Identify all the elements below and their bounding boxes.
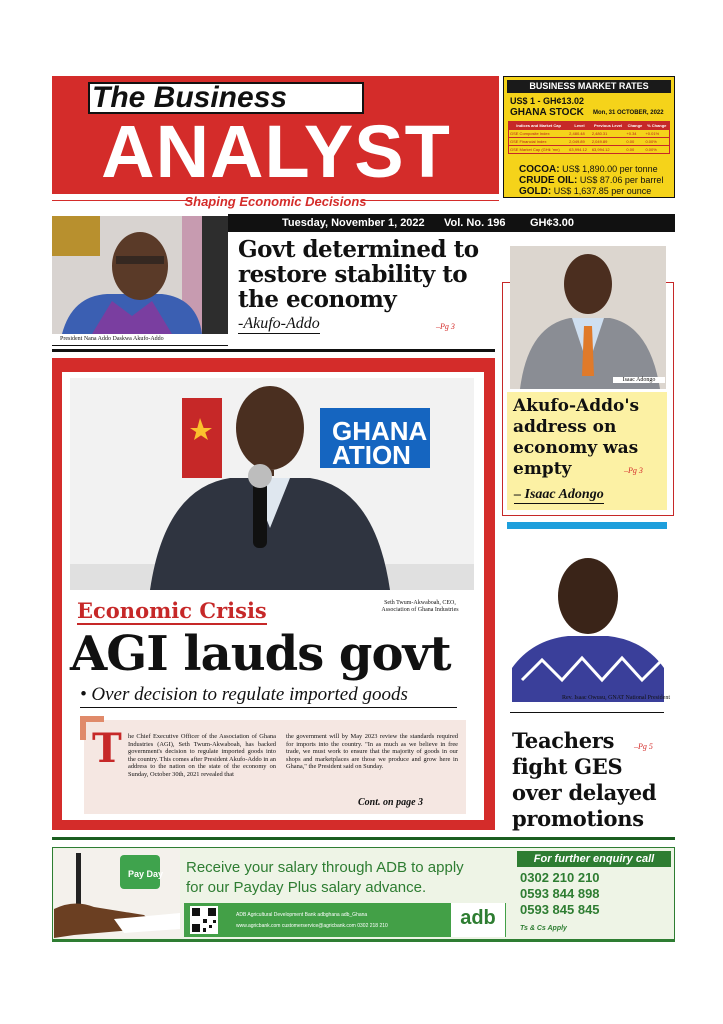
adongo-photo (510, 246, 666, 389)
table-cell: 2,049.89 (591, 138, 626, 146)
adongo-page-ref: –Pg 3 (624, 466, 643, 475)
banner-text-2: ATION (332, 440, 411, 470)
drop-cap: T (92, 725, 122, 772)
table-cell: GSE Financial Index (509, 138, 569, 146)
gold-price (519, 186, 651, 197)
cocoa-label: COCOA: (519, 164, 560, 175)
story-column-1: he Chief Executive Officer of the Association of Ghana Industries (AGI), Seth Twum-Akwaboah, has backed government's decision to regulate imported goods into the country. This comes after President Akufo-Addo in an address to the nation on the state of the economy on Sunday, October 30th, 2021 revealed that (128, 733, 276, 778)
ad-text-line-1: Receive your salary through ADB to apply (186, 859, 464, 876)
issue-date-bar (228, 214, 675, 232)
banner-text: GHANA (332, 416, 428, 446)
table-cell: 0.00% (644, 146, 669, 154)
table-row (509, 138, 670, 146)
table-cell: 2,480.31 (591, 130, 626, 138)
caption-rule (52, 345, 228, 346)
table-header-cell: Change (625, 122, 644, 130)
table-cell: 0.00 (625, 138, 644, 146)
market-rates-header: BUSINESS MARKET RATES (507, 80, 671, 93)
president-caption: President Nana Addo Daskwa Akufo-Addo (60, 336, 164, 342)
enquiry-label: For further enquiry call (517, 851, 671, 867)
blue-divider (507, 522, 667, 529)
top-byline: -Akufo-Addo (238, 315, 320, 332)
top-headline[interactable]: Govt determined to restore stability to the economy (238, 236, 479, 313)
adongo-headline[interactable]: Akufo-Addo's address on economy was empty (513, 396, 640, 479)
story-column-2: the government will by May 2023 review the standards required for imports into the country. "In as much as we believe in free trade, we must work to ensure that the majority of goods in our shops and marketplaces are those we produce and grow here in Ghana," the President said on Sunday. (286, 733, 458, 771)
table-header-cell: Previous Level (591, 122, 626, 130)
issue-date: Tuesday, November 1, 2022 (282, 217, 425, 229)
table-cell: GSE Market Cap (GH¢ 'mn) (509, 146, 569, 154)
crude-label: CRUDE OIL: (519, 175, 578, 186)
payday-badge: Pay Day (128, 869, 164, 879)
seth-photo (70, 378, 474, 590)
cocoa-price (519, 164, 658, 175)
story-kicker: Economic Crisis (77, 598, 267, 623)
ad-top-rule (52, 837, 675, 840)
owusu-rule (510, 712, 664, 713)
table-cell: 63,994.12 (568, 146, 591, 154)
table-cell: 63,994.12 (591, 146, 626, 154)
phone-number[interactable]: 0593 845 845 (520, 902, 600, 917)
terms-conditions: Ts & Cs Apply (520, 925, 567, 932)
table-cell: GSE Composite Index (509, 130, 569, 138)
gse-date: Mon, 31 OCTOBER, 2022 (593, 110, 664, 116)
newspaper-title-top: The Business (92, 81, 288, 114)
table-header-cell: Level (568, 122, 591, 130)
top-page-ref: –Pg 3 (436, 322, 455, 331)
gse-label: GHANA STOCK (510, 107, 584, 118)
table-cell: +0.01% (644, 130, 669, 138)
tagline: Shaping Economic Decisions (184, 194, 367, 209)
main-subhead: • Over decision to regulate imported goods (80, 684, 408, 705)
ad-bottom-rule (52, 940, 675, 942)
teachers-page-ref: –Pg 5 (634, 742, 653, 751)
issue-price: GH¢3.00 (530, 217, 575, 229)
ad-hand-image (54, 849, 180, 938)
table-header-cell: % Change (644, 122, 669, 130)
gold-label: GOLD: (519, 186, 552, 197)
owusu-photo (512, 540, 664, 702)
table-cell: 0.00 (625, 146, 644, 154)
president-photo (52, 216, 228, 334)
table-cell: 2,480.48 (568, 130, 591, 138)
table-cell: 0.00% (644, 138, 669, 146)
stock-table (508, 121, 670, 154)
section-divider (52, 349, 495, 352)
ad-contact-links[interactable]: www.agricbank.com customerservice@agricbank.com 0302 218 210 (236, 923, 388, 929)
cocoa-value: US$ 1,890.00 per tonne (562, 164, 658, 174)
continued-link[interactable]: Cont. on page 3 (358, 797, 424, 808)
newspaper-title-main: ANALYST (101, 110, 451, 193)
phone-number[interactable]: 0593 844 898 (520, 886, 600, 901)
ad-text-line-2: for our Payday Plus salary advance. (186, 879, 427, 896)
qr-code-icon[interactable] (190, 906, 218, 934)
table-cell: +0.34 (625, 130, 644, 138)
table-header-cell: Indices and Market Cap (509, 122, 569, 130)
adb-logo: adb (451, 903, 505, 937)
seth-caption: Seth Twum-Akwaboah, CEO, Association of Ghana Industries (381, 600, 459, 613)
crude-price (519, 175, 663, 186)
usd-rate: US$ 1 - GH¢13.02 (510, 96, 585, 106)
issue-volume: Vol. No. 196 (444, 217, 506, 229)
adongo-byline: – Isaac Adongo (514, 487, 604, 502)
teachers-headline[interactable]: Teachers fight GES over delayed promotions (512, 728, 657, 831)
ad-social-links[interactable]: ADB Agricultural Development Bank adbghana adb_Ghana (236, 912, 368, 918)
table-row (509, 146, 670, 154)
owusu-caption: Rev. Isaac Owusu, GNAT National President (562, 695, 670, 701)
main-headline[interactable]: AGI lauds govt (70, 626, 451, 682)
table-row (509, 130, 670, 138)
crude-value: US$ 87.06 per barrel (579, 175, 664, 185)
subhead-rule (80, 707, 457, 708)
phone-number[interactable]: 0302 210 210 (520, 870, 600, 885)
table-cell: 2,049.89 (568, 138, 591, 146)
adongo-caption: Isaac Adongo (613, 377, 665, 383)
gold-value: US$ 1,637.85 per ounce (553, 186, 652, 196)
stock-table-header (509, 122, 670, 130)
